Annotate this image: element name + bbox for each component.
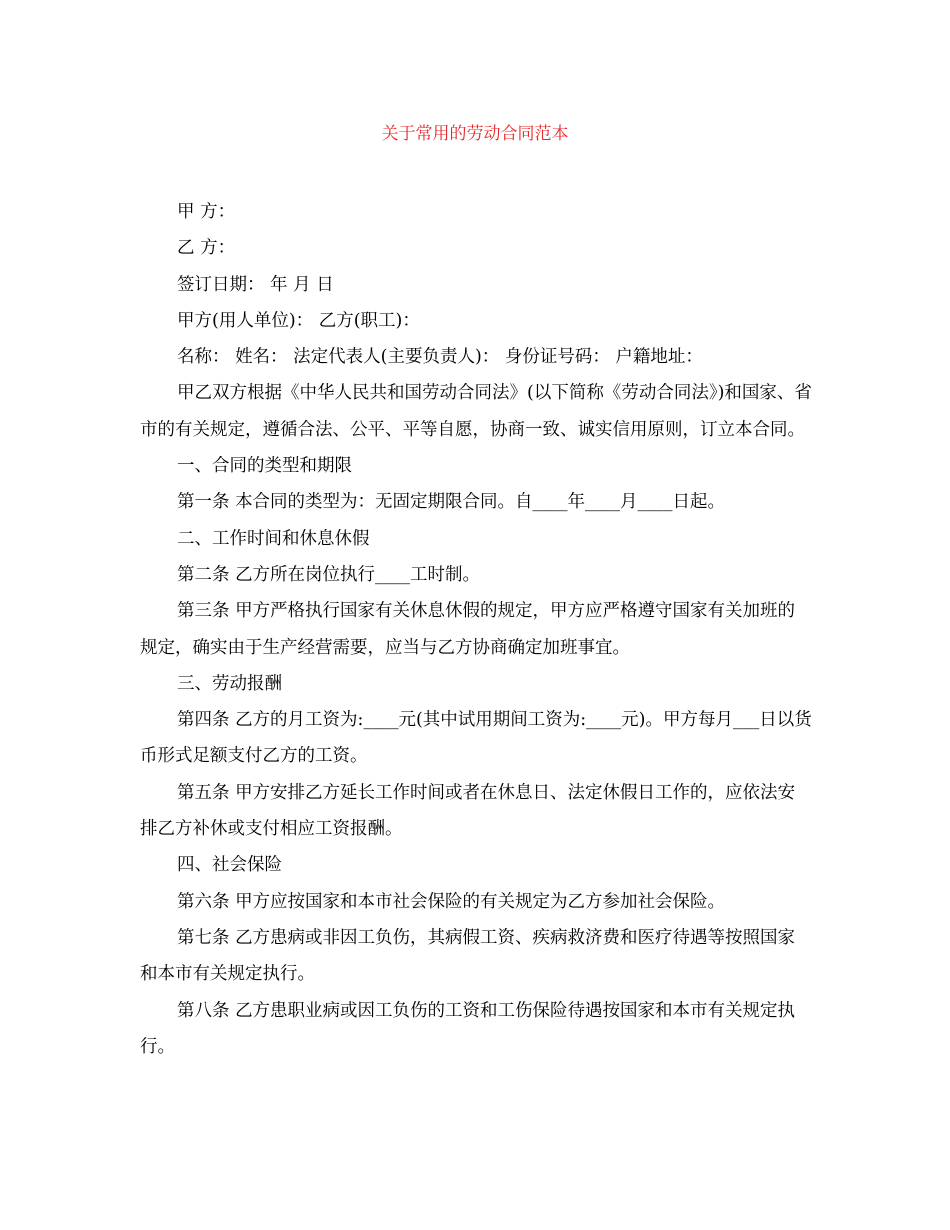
document-title: 关于常用的劳动合同范本 <box>381 124 569 144</box>
article-4: 第四条 乙方的月工资为:____元(其中试用期间工资为:____元)。甲方每月___日以货币形式足额支付乙方的工资。 <box>140 710 812 767</box>
article-7: 第七条 乙方患病或非因工负伤，其病假工资、疾病救济费和医疗待遇等按照国家和本市有关规定执行。 <box>140 927 796 985</box>
document-body <box>140 194 812 1065</box>
article-6: 第六条 甲方应按国家和本市社会保险的有关规定为乙方参加社会保险。 <box>177 891 726 912</box>
section-heading-2: 二、工作时间和休息休假 <box>177 528 370 549</box>
signing-date-line: 签订日期： 年 月 日 <box>177 274 334 295</box>
section-heading-4: 四、社会保险 <box>177 855 282 876</box>
party-b-line: 乙 方： <box>177 238 236 259</box>
section-heading-1: 一、合同的类型和期限 <box>177 456 352 477</box>
party-a-line: 甲 方： <box>177 202 236 222</box>
party-details-line: 名称： 姓名： 法定代表人(主要负责人)： 身份证号码： 户籍地址： <box>177 347 703 368</box>
article-1: 第一条 本合同的类型为：无固定期限合同。自____年____月____日起。 <box>177 492 726 513</box>
article-8: 第八条 乙方患职业病或因工负伤的工资和工伤保险待遇按国家和本市有关规定执行。 <box>140 1000 796 1057</box>
parties-heading-line: 甲方(用人单位)： 乙方(职工)： <box>177 310 420 331</box>
section-heading-3: 三、劳动报酬 <box>177 673 282 694</box>
article-3: 第三条 甲方严格执行国家有关休息休假的规定，甲方应严格遵守国家有关加班的规定，确实由于生产经营需要，应当与乙方协商确定加班事宜。 <box>140 601 796 658</box>
article-2: 第二条 乙方所在岗位执行____工时制。 <box>177 564 481 585</box>
article-5: 第五条 甲方安排乙方延长工作时间或者在休息日、法定休假日工作的，应依法安排乙方补休或支付相应工资报酬。 <box>140 782 796 840</box>
preamble-paragraph: 甲乙双方根据《中华人民共和国劳动合同法》(以下简称《劳动合同法》)和国家、省市的有关规定，遵循合法、公平、平等自愿，协商一致、诚实信用原则，订立本合同。 <box>140 383 812 440</box>
